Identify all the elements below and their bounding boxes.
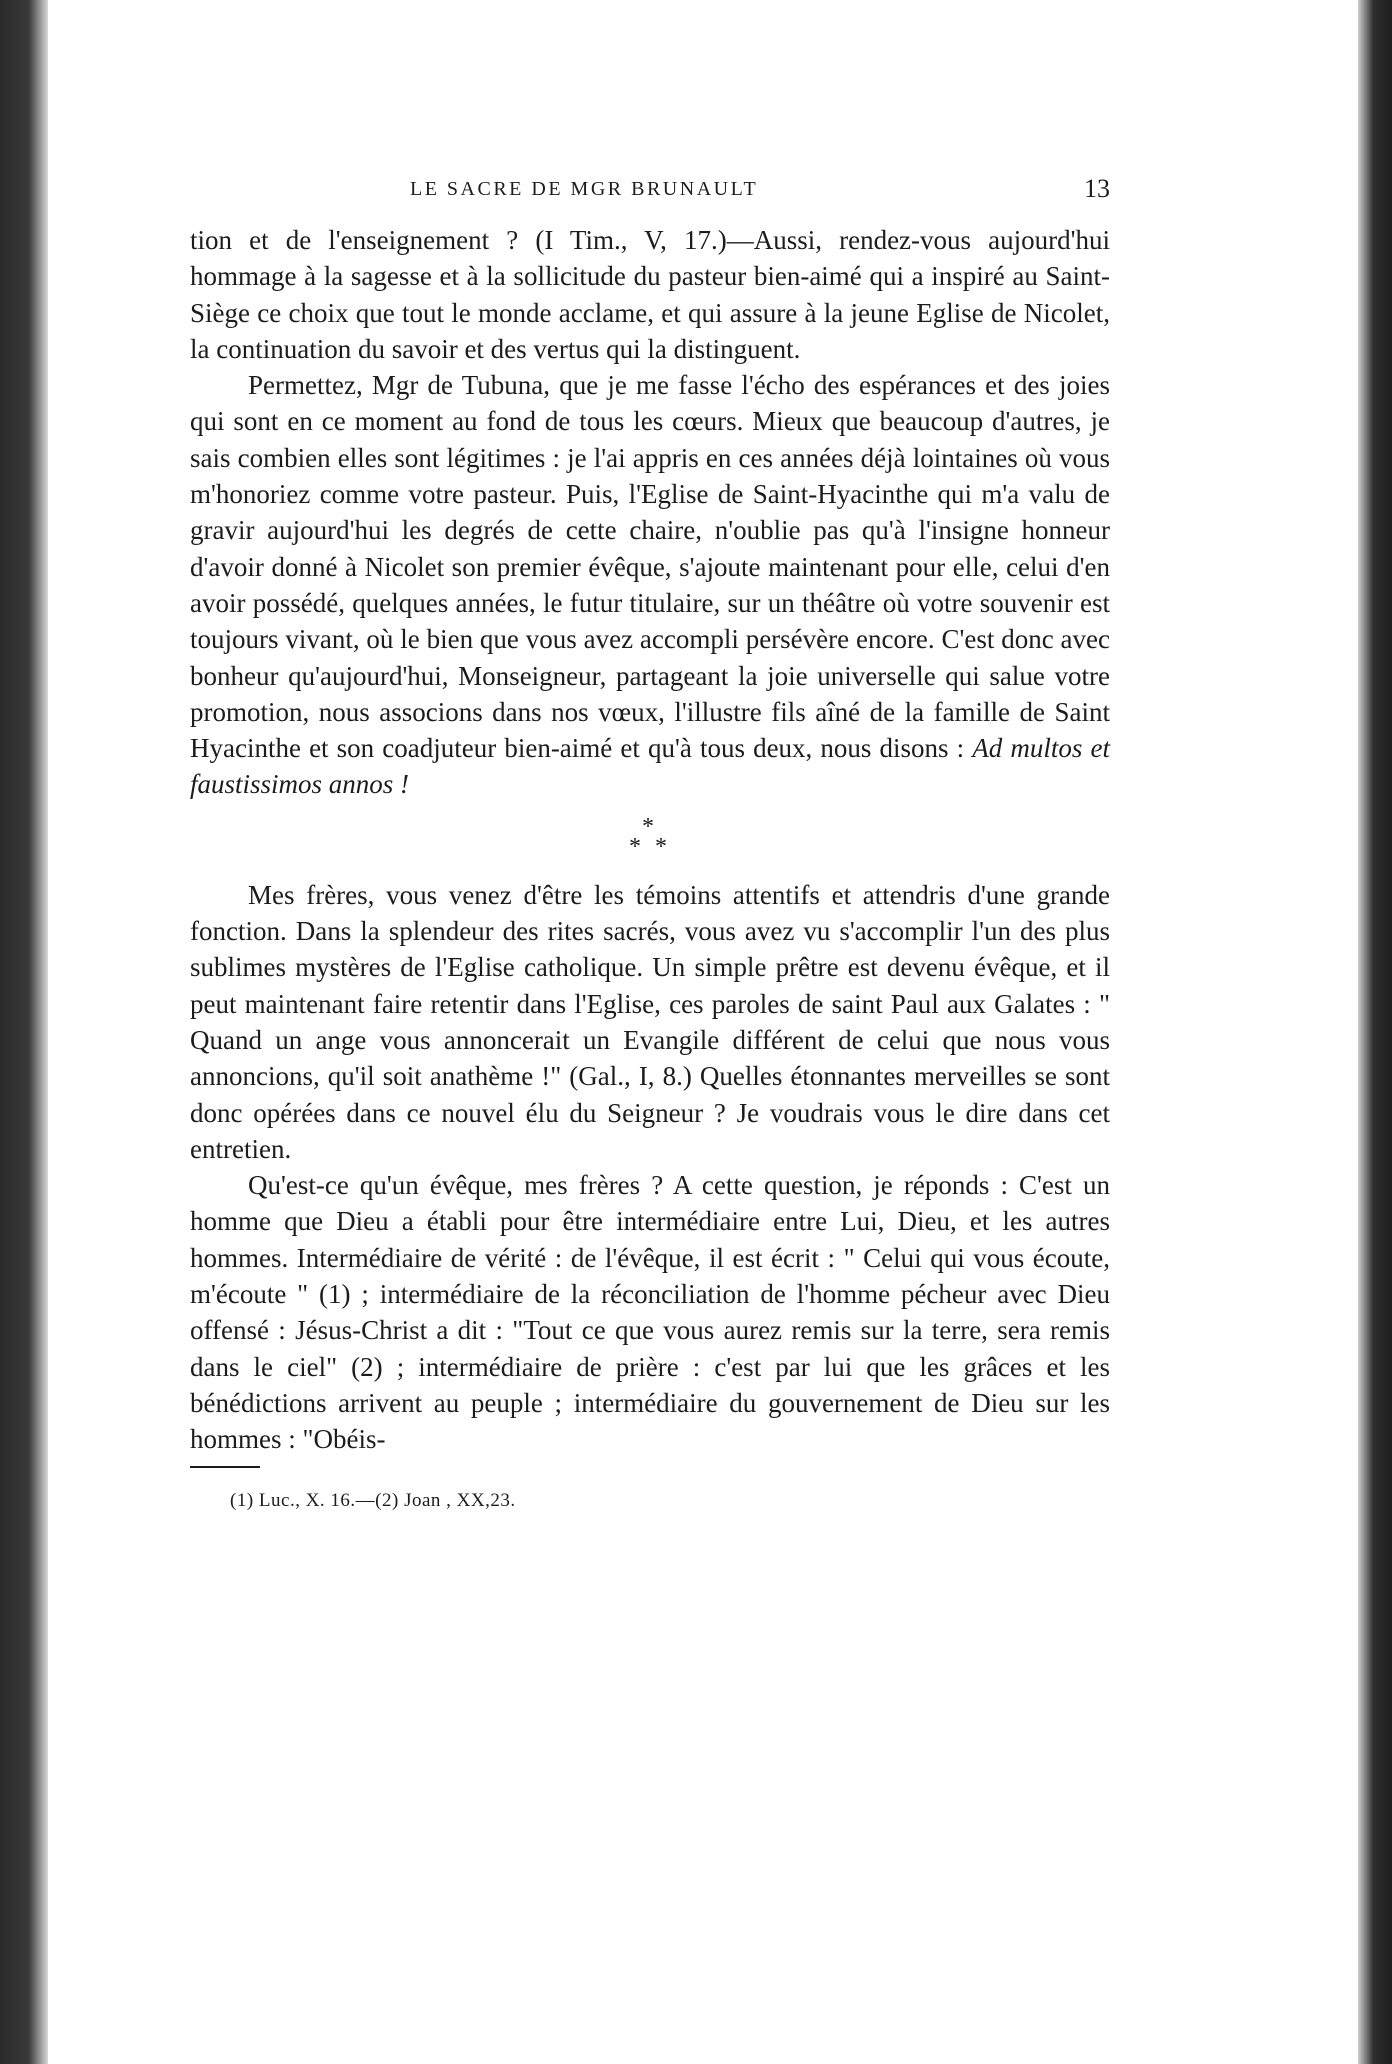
asterism-top: * [642, 813, 658, 840]
paragraph-2-text: Permettez, Mgr de Tubuna, que je me fasse l'écho des espérances et des joies qui sont en ce moment au fond de tous les cœurs. Mieux que beaucoup d'autres, je sais combien elles sont légitimes : je l'ai appris en ces années déjà lointaines où vous m'honoriez comme votre pasteur. Puis, l'Eglise de Saint-Hyacinthe qui m'a valu de gravir aujourd'hui les degrés de cette chaire, n'oublie pas qu'à l'insigne honneur d'avoir donné à Nicolet son premier évêque, s'ajoute maintenant pour elle, celui d'en avoir possédé, quelques années, le futur titulaire, sur un théâtre où votre souvenir est toujours vivant, où le bien que vous avez accompli persévère encore. C'est donc avec bonheur qu'aujourd'hui, Monseigneur, partageant la joie universelle qui salue votre promotion, nous associons dans nos vœux, l'illustre fils aîné de la famille de Saint Hyacinthe et son coadjuteur bien-aimé et qu'à tous deux, nous disons : [190, 370, 1110, 764]
body-text [190, 222, 1110, 1458]
footnote-rule [190, 1466, 260, 1468]
asterism-bottom: * * [629, 833, 671, 860]
book-page [190, 170, 1110, 1512]
latin-acclamation: Ad multos et faustissimos annos ! [190, 733, 1110, 800]
page-header [190, 170, 1110, 210]
paragraph-1: tion et de l'enseignement ? (I Tim., V, 17.)—Aussi, rendez-vous aujourd'hui hommage à la sagesse et à la sollicitude du pasteur bien-aimé qui a inspiré au Saint-Siège ce choix que tout le monde acclame, et qui assure à la jeune Eglise de Nicolet, la continuation du savoir et des vertus qui la distinguent. [190, 225, 1110, 364]
asterism-divider [190, 803, 1110, 877]
page-number: 13 [1084, 174, 1110, 203]
running-head: LE SACRE DE MGR BRUNAULT [410, 178, 759, 200]
page-edge-left [0, 0, 48, 2064]
page-edge-right [1358, 0, 1392, 2064]
paragraph-4: Qu'est-ce qu'un évêque, mes frères ? A cette question, je réponds : C'est un homme que Dieu a établi pour être intermédiaire entre Lui, Dieu, et les autres hommes. Intermédiaire de vérité : de l'évêque, il est écrit : " Celui qui vous écoute, m'écoute " (1) ; intermédiaire de la réconciliation de l'homme pécheur avec Dieu offensé : Jésus-Christ a dit : "Tout ce que vous aurez remis sur la terre, sera remis dans le ciel" (2) ; intermédiaire de prière : c'est par lui que les grâces et les bénédictions arrivent au peuple ; intermédiaire du gouvernement de Dieu sur les hommes : "Obéis- [190, 1170, 1110, 1455]
paragraph-3: Mes frères, vous venez d'être les témoins attentifs et attendris d'une grande fonction. Dans la splendeur des rites sacrés, vous avez vu s'accomplir l'un des plus sublimes mystères de l'Eglise catholique. Un simple prêtre est devenu évêque, et il peut maintenant faire retentir dans l'Eglise, ces paroles de saint Paul aux Galates : " Quand un ange vous annoncerait un Evangile différent de celui que nous vous annoncions, qu'il soit anathème !" (Gal., I, 8.) Quelles étonnantes merveilles se sont donc opérées dans ce nouvel élu du Seigneur ? Je voudrais vous le dire dans cet entretien. [190, 879, 1110, 1164]
footnote: (1) Luc., X. 16.—(2) Joan , XX,23. [230, 1489, 516, 1511]
paragraph-2 [190, 367, 1110, 803]
